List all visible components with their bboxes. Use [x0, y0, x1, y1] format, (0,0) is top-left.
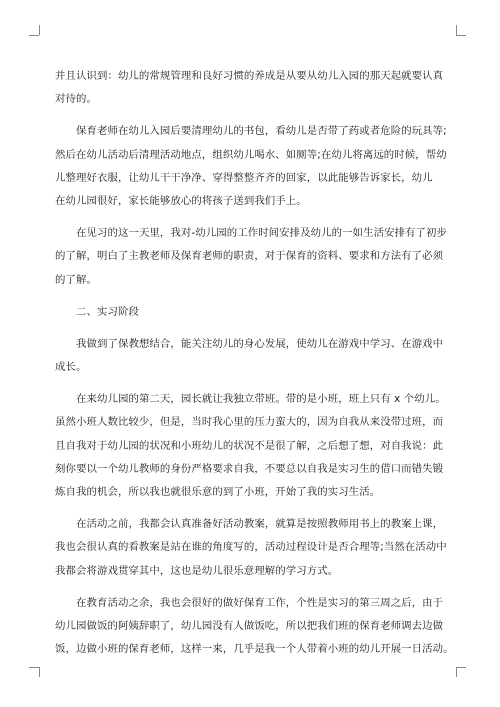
text-line: 在教育活动之余，我也会很好的做好保育工作，个性是实习的第三周之后，由于	[76, 596, 444, 609]
text-line: 的了解。	[55, 273, 97, 286]
text-line: 炼自我的机会，所以我也就很乐意的到了小班，开始了我的实习生活。	[55, 486, 381, 498]
text-line: 保育老师在幼儿入园后要清理幼儿的书包，看幼儿是否带了药或者危险的玩具等;	[76, 125, 447, 138]
text-line: 在来幼儿园的第二天，园长就让我独立带班。带的是小班，班上只有 x 个幼儿。	[76, 393, 446, 406]
text-line: 在活动之前，我都会认真准备好活动教案，就算是按照教师用书上的教案上课，	[76, 518, 444, 531]
text-line: 刻你要以一个幼儿教师的身份严格要求自我，不要总以自我是实习生的借口而错失锻	[55, 462, 444, 475]
text-line: 我做到了保教想结合，能关注幼儿的身心发展，使幼儿在游戏中学习、在游戏中	[76, 337, 444, 350]
text-line: 然后在幼儿活动后清理活动地点，组织幼儿喝水、如厕等;在幼儿将离远的时候，帮幼	[55, 148, 447, 161]
text-line: 我都会将游戏贯穿其中，这也是幼儿很乐意理解的学习方式。	[55, 564, 339, 577]
text-line: 并且认识到：幼儿的常规管理和良好习惯的养成是从要从幼儿入园的那天起就要认真	[55, 70, 444, 82]
text-line: 在幼儿园很好，家长能够放心的将孩子送到我们手上。	[55, 194, 307, 207]
text-line: 幼儿园做饭的阿姨辞职了，幼儿园没有人做饭吃，所以把我们班的保育老师调去边做	[55, 619, 444, 632]
text-line: 对待的。	[55, 93, 97, 106]
paragraph	[55, 65, 447, 111]
paragraph	[55, 120, 447, 213]
paragraph	[55, 333, 447, 379]
text-line: 成长。	[55, 361, 87, 374]
paragraph	[55, 513, 447, 583]
paragraph	[55, 222, 447, 292]
paragraph	[55, 592, 454, 662]
text-line: 的了解，明白了主教老师及保育老师的职责，对于保育的资料、要求和方法有了必须	[55, 250, 444, 263]
text-line: 虽然小班人数比较少，但是，当时我心里的压力蛮大的，因为自我从来没带过班，而	[55, 416, 444, 429]
text-line: 儿整理好衣服，让幼儿干干净净、穿得整整齐齐的回家，以此能够告诉家长，幼儿	[55, 171, 433, 184]
text-line: 我也会很认真的看教案是站在谁的角度写的，活动过程设计是否合理等;当然在活动中	[55, 541, 447, 554]
text-line: 饭，边做小班的保育老师，这样一来，几乎是我一个人带着小班的幼儿开展一日活动。	[55, 643, 454, 656]
text-line: 且自我对于幼儿园的状况和小班幼儿的状况不是很了解，之后想了想，对自我说：此	[55, 439, 444, 452]
document-body	[55, 65, 454, 661]
paragraph	[55, 388, 447, 504]
heading-text: 二、实习阶段	[76, 305, 139, 318]
text-line: 在见习的这一天里，我对-幼儿园的工作时间安排及幼儿的一如生活安排有了初步	[76, 227, 448, 240]
section-heading	[55, 301, 447, 324]
